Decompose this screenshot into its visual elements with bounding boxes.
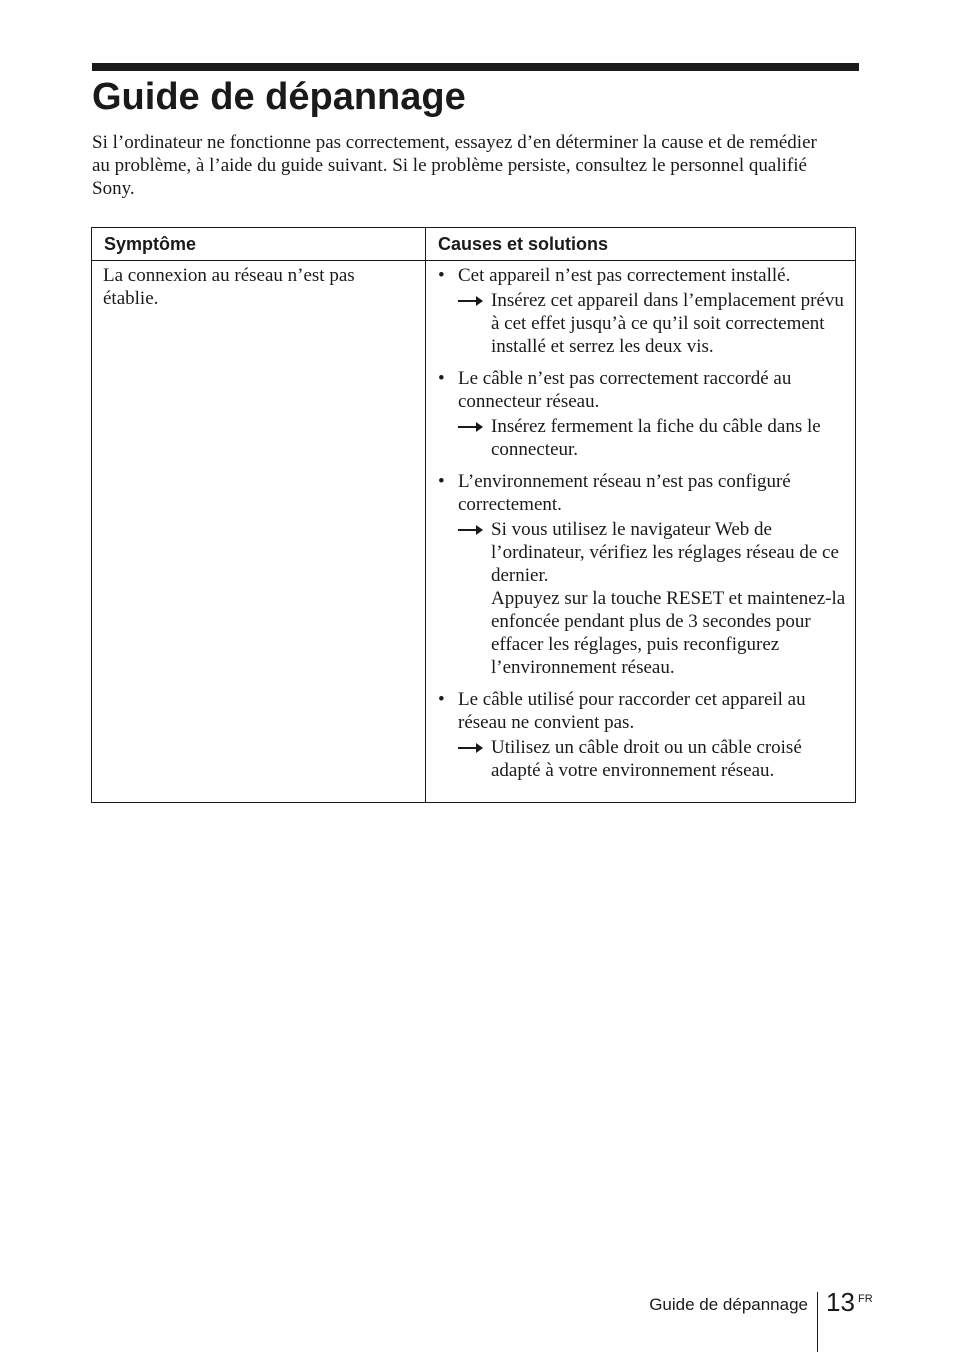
solution-text: Insérez cet appareil dans l’emplacement prévu à cet effet jusqu’à ce qu’il soit correctement installé et serrez les deux vis. — [491, 290, 844, 357]
table-header-row — [92, 228, 855, 261]
right-arrow-icon — [458, 529, 482, 531]
cause-item — [436, 688, 848, 782]
column-divider — [425, 228, 426, 802]
troubleshooting-table — [91, 227, 856, 803]
bullet: • — [438, 265, 445, 286]
intro-paragraph: Si l’ordinateur ne fonctionne pas correctement, essayez d’en déterminer la cause et de remédier au problème, à l’aide du guide suivant. Si le problème persiste, consultez le personnel qualifié Sony. — [92, 132, 817, 199]
cause-item — [436, 470, 848, 679]
solution-text: Si vous utilisez le navigateur Web de l’ordinateur, vérifiez les réglages réseau de ce dernier. — [491, 519, 839, 586]
solution — [458, 736, 848, 782]
solution — [458, 289, 848, 358]
header-symptom: Symptôme — [104, 234, 197, 254]
solution — [458, 415, 848, 461]
cause-item — [436, 264, 848, 358]
cause-text: L’environnement réseau n’est pas configuré correctement. — [458, 471, 791, 515]
cause-text: Le câble n’est pas correctement raccordé au connecteur réseau. — [458, 368, 792, 412]
footer-section-title: Guide de dépannage — [649, 1295, 808, 1314]
page-title: Guide de dépannage — [92, 76, 466, 118]
causes-list — [436, 264, 848, 791]
cause-text: Cet appareil n’est pas correctement installé. — [458, 265, 791, 286]
symptom-cell: La connexion au réseau n’est pas établie. — [103, 265, 355, 309]
right-arrow-icon — [458, 300, 482, 302]
solution-text: Utilisez un câble droit ou un câble croisé adapté à votre environnement réseau. — [491, 737, 802, 781]
header-causes: Causes et solutions — [438, 234, 609, 254]
solution — [458, 518, 848, 679]
cause-text: Le câble utilisé pour raccorder cet appareil au réseau ne convient pas. — [458, 689, 806, 733]
bullet: • — [438, 689, 445, 710]
cause-item — [436, 367, 848, 461]
solution-extra-text: Appuyez sur la touche RESET et maintenez-la enfoncée pendant plus de 3 secondes pour effacer les réglages, puis reconfigurez l’environnement réseau. — [491, 588, 846, 678]
page-language-code: FR — [858, 1293, 873, 1305]
right-arrow-icon — [458, 426, 482, 428]
page-number: 13 — [826, 1287, 855, 1317]
footer-divider — [817, 1292, 818, 1352]
right-arrow-icon — [458, 747, 482, 749]
solution-text: Insérez fermement la fiche du câble dans le connecteur. — [491, 416, 821, 460]
bullet: • — [438, 471, 445, 492]
title-rule — [92, 63, 859, 71]
bullet: • — [438, 368, 445, 389]
